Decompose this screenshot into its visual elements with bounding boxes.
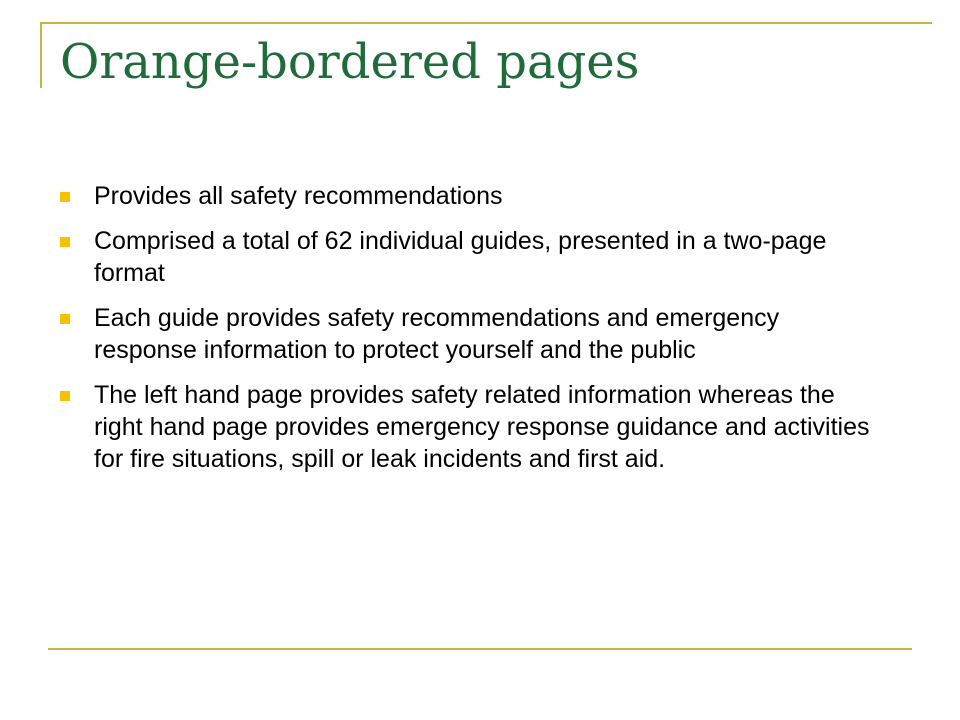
slide-title: Orange-bordered pages (60, 34, 640, 90)
bullet-item (60, 180, 880, 212)
bullet-item (60, 302, 880, 366)
top-divider (40, 22, 932, 24)
square-bullet-icon (60, 192, 70, 202)
left-divider (40, 22, 42, 88)
bottom-divider (48, 648, 912, 650)
bullet-list (60, 180, 880, 488)
bullet-text: The left hand page provides safety related information whereas the right hand page provides emergency response guidance and activities for fire situations, spill or leak incidents and first aid. (94, 381, 870, 473)
square-bullet-icon (60, 314, 70, 324)
square-bullet-icon (60, 391, 70, 401)
bullet-text: Comprised a total of 62 individual guides, presented in a two-page format (94, 227, 827, 287)
square-bullet-icon (60, 237, 70, 247)
bullet-text: Each guide provides safety recommendations and emergency response information to protect yourself and the public (94, 304, 780, 364)
bullet-item (60, 379, 880, 475)
bullet-item (60, 225, 880, 289)
bullet-text: Provides all safety recommendations (94, 182, 503, 210)
